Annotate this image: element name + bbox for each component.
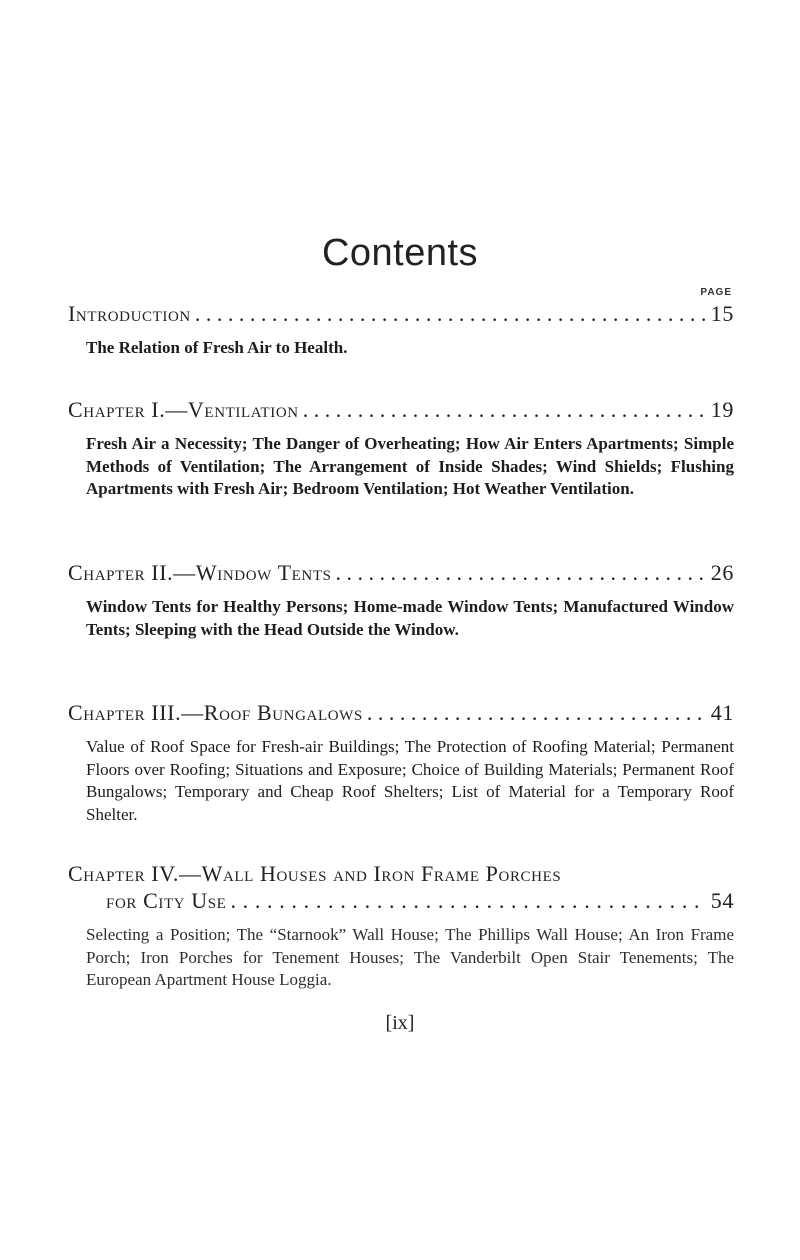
toc-page-number: 41 — [710, 700, 734, 725]
toc-entry-chapter-3 — [68, 699, 734, 826]
page-column-label: PAGE — [700, 287, 732, 298]
toc-entry-introduction — [68, 300, 734, 360]
dot-leader — [336, 559, 707, 586]
toc-heading — [68, 300, 734, 327]
toc-heading — [68, 559, 734, 586]
toc-heading-label: Chapter II.—Window Tents — [68, 560, 332, 585]
toc-heading — [68, 860, 734, 914]
toc-page-number: 26 — [710, 560, 734, 585]
toc-description: Selecting a Position; The “Starnook” Wall House; The Phillips Wall House; An Iron Frame Porch; Iron Porches for Tenement Houses; The Vanderbilt Open Stair Tenements; The European Apartment House Loggia. — [86, 925, 734, 989]
toc-page-number: 19 — [710, 397, 734, 422]
dot-leader — [230, 887, 706, 914]
toc-entry-chapter-2 — [68, 559, 734, 641]
dot-leader — [195, 300, 707, 327]
toc-heading-label: Introduction — [68, 301, 191, 326]
toc-heading-label: Chapter I.—Ventilation — [68, 397, 299, 422]
toc-description: Fresh Air a Necessity; The Danger of Overheating; How Air Enters Apartments; Simple Methods of Ventilation; The Arrangement of Inside Shades; Wind Shields; Flushing Apartments with Fresh Air; Bedroom Ventilation; Hot Weather Ventilation. — [86, 434, 734, 498]
page-folio: [ix] — [385, 1012, 415, 1034]
toc-description: Value of Roof Space for Fresh-air Buildings; The Protection of Roofing Material; Permanent Floors over Roofing; Situations and Exposure; Choice of Building Materials; Permanent Roof Bungalows; Temporary and Cheap Roof Shelters; List of Material for a Temporary Roof Shelter. — [86, 737, 734, 824]
toc-page-number: 54 — [710, 888, 734, 913]
toc-heading — [68, 396, 734, 423]
toc-heading-label-continued: for City Use — [106, 888, 227, 913]
toc-description: The Relation of Fresh Air to Health. — [86, 338, 348, 357]
page-title: Contents — [321, 232, 479, 274]
toc-heading — [68, 699, 734, 726]
toc-entry-chapter-1 — [68, 396, 734, 501]
toc-description: Window Tents for Healthy Persons; Home-made Window Tents; Manufactured Window Tents; Sleeping with the Head Outside the Window. — [86, 597, 734, 639]
toc-heading-label: Chapter III.—Roof Bungalows — [68, 700, 363, 725]
toc-entry-chapter-4 — [68, 860, 734, 992]
toc-page-number: 15 — [710, 301, 734, 326]
dot-leader — [303, 396, 707, 423]
dot-leader — [367, 699, 707, 726]
toc-heading-label: Chapter IV.—Wall Houses and Iron Frame Porches — [68, 861, 562, 886]
